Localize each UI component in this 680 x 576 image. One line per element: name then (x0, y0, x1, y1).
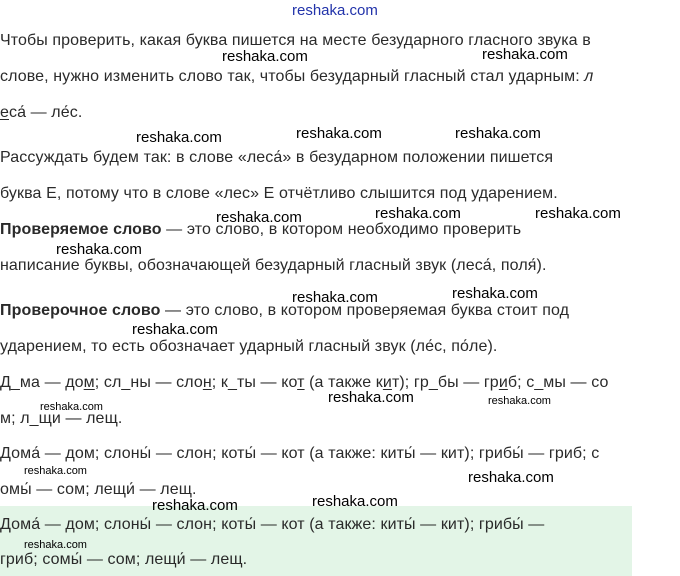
text-line-7: написание буквы, обозначающей безударный гласный звук (леса́, поля́). (0, 257, 547, 274)
text-line-3: еса́ — ле́с. (0, 104, 83, 121)
watermark: reshaka.com (468, 469, 554, 486)
watermark: reshaka.com (152, 497, 238, 514)
watermark: reshaka.com (312, 493, 398, 510)
watermark: reshaka.com (452, 285, 538, 302)
text-line-4: Рассуждать будем так: в слове «леса́» в безударном положении пишется (0, 149, 554, 166)
watermark: reshaka.com (296, 125, 382, 142)
text-line-11: м; л_щи — лещ. (0, 410, 123, 427)
watermark: reshaka.com (375, 205, 461, 222)
text-line-1: Чтобы проверить, какая буква пишется на месте безударного гласного звука в (0, 32, 591, 49)
watermark: reshaka.com (24, 465, 87, 477)
text-line-6: Проверяемое слово — это слово, в котором необходимо проверить (0, 221, 522, 238)
text-line-13: омы́ — сом; лещи́ — лещ. (0, 481, 197, 498)
watermark: reshaka.com (216, 209, 302, 226)
text-line-2: слове, нужно изменить слово так, чтобы безударный гласный стал ударным: л (0, 68, 594, 85)
watermark: reshaka.com (292, 289, 378, 306)
watermark: reshaka.com (535, 205, 621, 222)
watermark: reshaka.com (328, 389, 414, 406)
watermark: reshaka.com (24, 539, 87, 551)
text-line-14: Дома́ — дом; слоны́ — слон; коты́ — кот (а также: киты́ — кит); грибы́ — (0, 516, 545, 533)
text-line-5: буква Е, потому что в слове «лес» Е отчётливо слышится под ударением. (0, 185, 558, 202)
watermark: reshaka.com (56, 241, 142, 258)
text-line-9: ударением, то есть обозначает ударный гласный звук (ле́с, по́ле). (0, 338, 498, 355)
watermark: reshaka.com (488, 395, 551, 407)
site-header-link[interactable]: reshaka.com (292, 2, 378, 19)
watermark: reshaka.com (482, 46, 568, 63)
watermark: reshaka.com (40, 401, 103, 413)
watermark: reshaka.com (136, 129, 222, 146)
text-line-8: Проверочное слово — это слово, в котором проверяемая буква стоит под (0, 302, 570, 319)
watermark: reshaka.com (132, 321, 218, 338)
text-line-10: Д_ма — дом; сл_ны — слон; к_ты — кот (а также кит); гр_бы — гриб; с_мы — со (0, 374, 609, 391)
watermark: reshaka.com (455, 125, 541, 142)
text-line-12: Дома́ — дом; слоны́ — слон; коты́ — кот (а также: киты́ — кит); грибы́ — гриб; с (0, 445, 600, 462)
watermark: reshaka.com (222, 48, 308, 65)
text-line-15: гриб; сомы́ — сом; лещи́ — лещ. (0, 551, 248, 568)
